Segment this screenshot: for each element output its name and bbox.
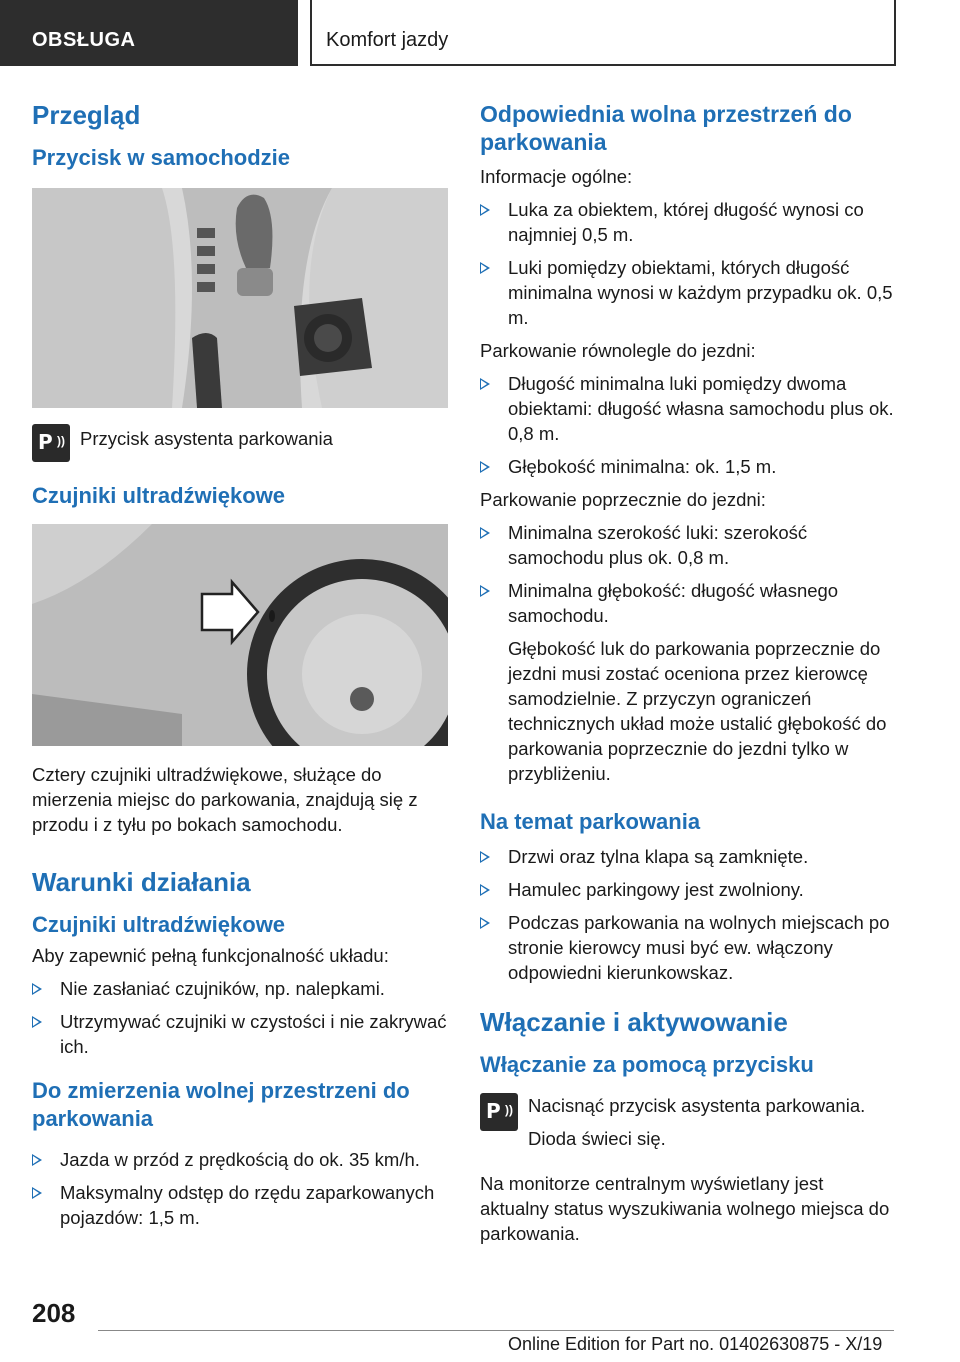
heading-activate-button: Włączanie za pomocą przycisku (480, 1052, 814, 1077)
perp-note: Głębokość luk do parkowania poprzecznie do jezdni musi zostać oceniona przez kierowcę samodzielnie. Z przyczyn ograniczeń technicznych układ może ustalić głębokość do parkowania poprzecznie do jezdni tylko w przybliżeniu. (508, 638, 887, 784)
heading-overview: Przegląd (32, 100, 141, 130)
park-assist-icon: P )) (32, 424, 70, 462)
header-section-label: OBSŁUGA (32, 29, 136, 51)
general-label: Informacje ogólne: (480, 166, 633, 187)
heading-sensors-conditions: Czujniki ultradźwiękowe (32, 912, 286, 937)
parallel-label: Parkowanie równolegle do jezdni: (480, 340, 756, 361)
triangle-bullet-icon (32, 983, 42, 995)
list-item: Długość minimalna luki pomiędzy dwoma obiektami: długość własna samochodu plus ok. 0,8 m. (480, 371, 896, 446)
heading-space: Odpowiednia wolna przestrzeń do parkowania (480, 101, 852, 155)
triangle-bullet-icon (480, 378, 490, 390)
perp-list (480, 520, 896, 628)
right-column (480, 100, 896, 1254)
list-item: Luki pomiędzy obiektami, których długość minimalna wynosi w każdym przypadku ok. 0,5 m. (480, 255, 896, 330)
park-assist-caption: Przycisk asystenta parkowania (80, 428, 333, 449)
edition-note: Online Edition for Part no. 01402630875 - X/19 (508, 1334, 883, 1354)
heading-measure: Do zmierzenia wolnej przestrzeni do parkowania (32, 1078, 410, 1131)
triangle-bullet-icon (480, 585, 490, 597)
heading-conditions: Warunki działania (32, 867, 251, 897)
header-chapter-tab (310, 0, 896, 66)
measure-list (32, 1147, 448, 1230)
triangle-bullet-icon (480, 917, 490, 929)
monitor-text: Na monitorze centralnym wyświetlany jest aktualny status wyszukiwania wolnego miejsca do parkowania. (480, 1173, 890, 1244)
page-number: 208 (32, 1298, 76, 1328)
triangle-bullet-icon (480, 527, 490, 539)
list-item: Hamulec parkingowy jest zwolniony. (480, 877, 896, 902)
header-section-tab (0, 0, 298, 66)
about-list (480, 844, 896, 985)
sensors-description: Cztery czujniki ultradźwiękowe, służące do mierzenia miejsc do parkowania, znajdują się z przodu i z tyłu po bokach samochodu. (32, 764, 418, 835)
list-item: Nie zasłaniać czujników, np. nalepkami. (32, 976, 448, 1001)
header-chapter-label: Komfort jazdy (326, 29, 449, 51)
triangle-bullet-icon (32, 1154, 42, 1166)
triangle-bullet-icon (32, 1016, 42, 1028)
press-instruction: Nacisnąć przycisk asystenta parkowania. (528, 1095, 866, 1116)
left-column (32, 100, 448, 1238)
triangle-bullet-icon (480, 262, 490, 274)
list-item: Minimalna szerokość luki: szerokość samochodu plus ok. 0,8 m. (480, 520, 896, 570)
sensors-conditions-list (32, 976, 448, 1059)
footer-divider (98, 1330, 894, 1331)
park-assist-icon: P )) (480, 1093, 518, 1131)
list-item: Minimalna głębokość: długość własnego samochodu. (480, 578, 896, 628)
list-item: Utrzymywać czujniki w czystości i nie zakrywać ich. (32, 1009, 448, 1059)
list-item: Głębokość minimalna: ok. 1,5 m. (480, 454, 896, 479)
sensors-conditions-intro: Aby zapewnić pełną funkcjonalność układu: (32, 945, 389, 966)
heading-button-in-car: Przycisk w samochodzie (32, 145, 290, 170)
parallel-list (480, 371, 896, 479)
photo-ultrasonic-sensor (32, 524, 448, 746)
list-item: Maksymalny odstęp do rzędu zaparkowanych pojazdów: 1,5 m. (32, 1180, 448, 1230)
press-button-row (480, 1093, 896, 1159)
heading-sensors: Czujniki ultradźwiękowe (32, 483, 286, 508)
list-item: Jazda w przód z prędkością do ok. 35 km/h. (32, 1147, 448, 1172)
triangle-bullet-icon (480, 884, 490, 896)
general-list (480, 197, 896, 330)
heading-about-parking: Na temat parkowania (480, 809, 701, 834)
perp-label: Parkowanie poprzecznie do jezdni: (480, 489, 766, 510)
triangle-bullet-icon (480, 461, 490, 473)
triangle-bullet-icon (480, 204, 490, 216)
list-item: Podczas parkowania na wolnych miejscach po stronie kierowcy musi być ew. włączony odpowiedni kierunkowskaz. (480, 910, 896, 985)
park-assist-caption-row (32, 424, 448, 462)
heading-activate: Włączanie i aktywowanie (480, 1007, 788, 1037)
triangle-bullet-icon (480, 851, 490, 863)
led-status: Dioda świeci się. (528, 1128, 666, 1149)
list-item: Luka za obiektem, której długość wynosi co najmniej 0,5 m. (480, 197, 896, 247)
triangle-bullet-icon (32, 1187, 42, 1199)
photo-center-console (32, 188, 448, 408)
list-item: Drzwi oraz tylna klapa są zamknięte. (480, 844, 896, 869)
